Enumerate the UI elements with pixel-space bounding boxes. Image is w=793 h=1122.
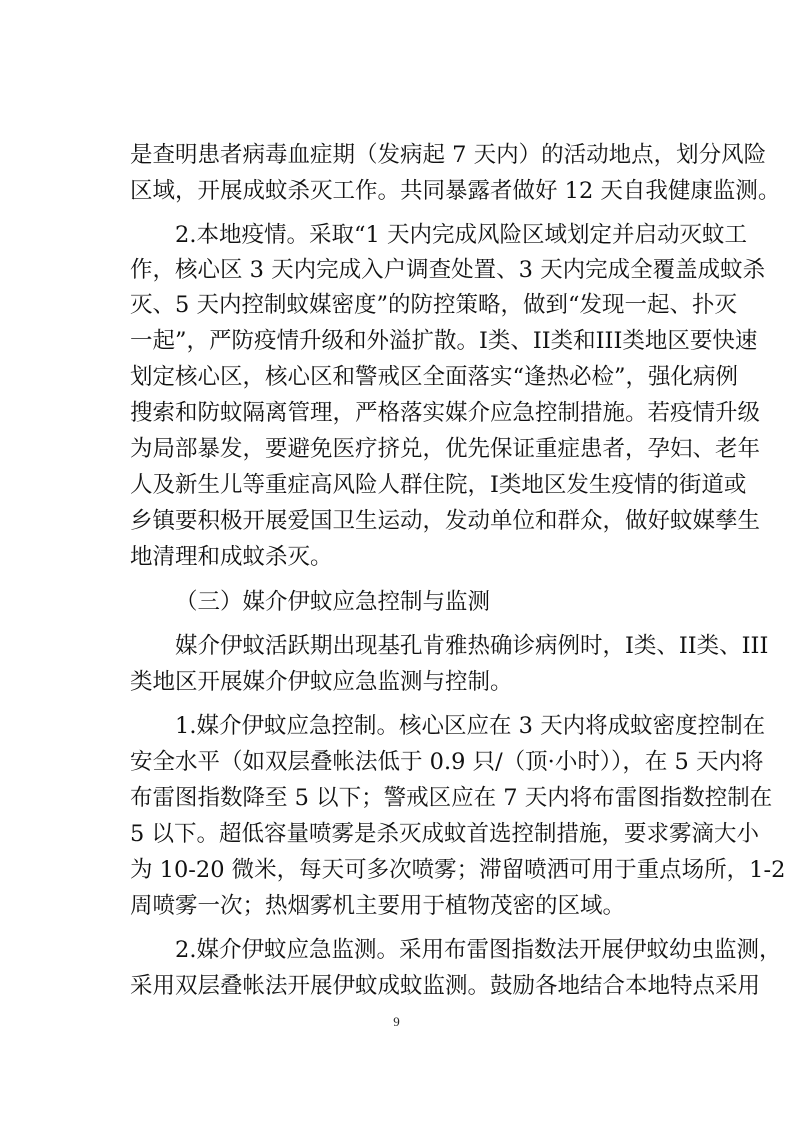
body-text-line: 一起”，严防疫情升级和外溢扩散。I类、II类和III类地区要快速	[130, 328, 758, 354]
body-text-line: 灭、5 天内控制蚊媒密度”的防控策略，做到“发现一起、扑灭	[130, 292, 737, 318]
paragraph-first-line: 媒介伊蚊活跃期出现基孔肯雅热确诊病例时，I类、II类、III	[175, 633, 769, 659]
body-text-line: 是查明患者病毒血症期（发病起 7 天内）的活动地点，划分风险	[130, 142, 767, 168]
body-text-line: 安全水平（如双层叠帐法低于 0.9 只/（顶·小时）），在 5 天内将	[130, 749, 764, 775]
paragraph-first-line: 2.媒介伊蚊应急监测。采用布雷图指数法开展伊蚊幼虫监测，	[175, 937, 782, 963]
paragraph-first-line: 2.本地疫情。采取“1 天内完成风险区域划定并启动灭蚊工	[175, 222, 747, 248]
body-text-line: 乡镇要积极开展爱国卫生运动，发动单位和群众，做好蚊媒孳生	[130, 508, 761, 534]
body-text-line: 布雷图指数降至 5 以下；警戒区应在 7 天内将布雷图指数控制在	[130, 785, 773, 811]
paragraph-first-line: 1.媒介伊蚊应急控制。核心区应在 3 天内将成蚊密度控制在	[175, 713, 766, 739]
section-heading: （三）媒介伊蚊应急控制与监测	[175, 589, 491, 615]
body-text-line: 人及新生儿等重症高风险人群住院，Ⅰ类地区发生疫情的街道或	[130, 472, 747, 498]
body-text-line: 区域，开展成蚊杀灭工作。共同暴露者做好 12 天自我健康监测。	[130, 178, 781, 204]
body-text-line: 地清理和成蚊杀灭。	[130, 544, 333, 570]
body-text-line: 作，核心区 3 天内完成入户调查处置、3 天内完成全覆盖成蚊杀	[130, 257, 766, 283]
body-text-line: 为 10-20 微米，每天可多次喷雾；滞留喷洒可用于重点场所，1-2	[130, 857, 786, 883]
body-text-line: 类地区开展媒介伊蚊应急监测与控制。	[130, 669, 513, 695]
body-text-line: 采用双层叠帐法开展伊蚊成蚊监测。鼓励各地结合本地特点采用	[130, 973, 761, 999]
body-text-line: 为局部暴发，要避免医疗挤兑，优先保证重症患者，孕妇、老年	[130, 436, 761, 462]
body-text-line: 划定核心区，核心区和警戒区全面落实“逢热必检”，强化病例	[130, 364, 739, 390]
body-text-line: 搜索和防蚊隔离管理，严格落实媒介应急控制措施。若疫情升级	[130, 400, 761, 426]
page-number: 9	[393, 1014, 400, 1029]
body-text-line: 5 以下。超低容量喷雾是杀灭成蚊首选控制措施，要求雾滴大小	[130, 821, 759, 847]
body-text-line: 周喷雾一次；热烟雾机主要用于植物茂密的区域。	[130, 893, 626, 919]
